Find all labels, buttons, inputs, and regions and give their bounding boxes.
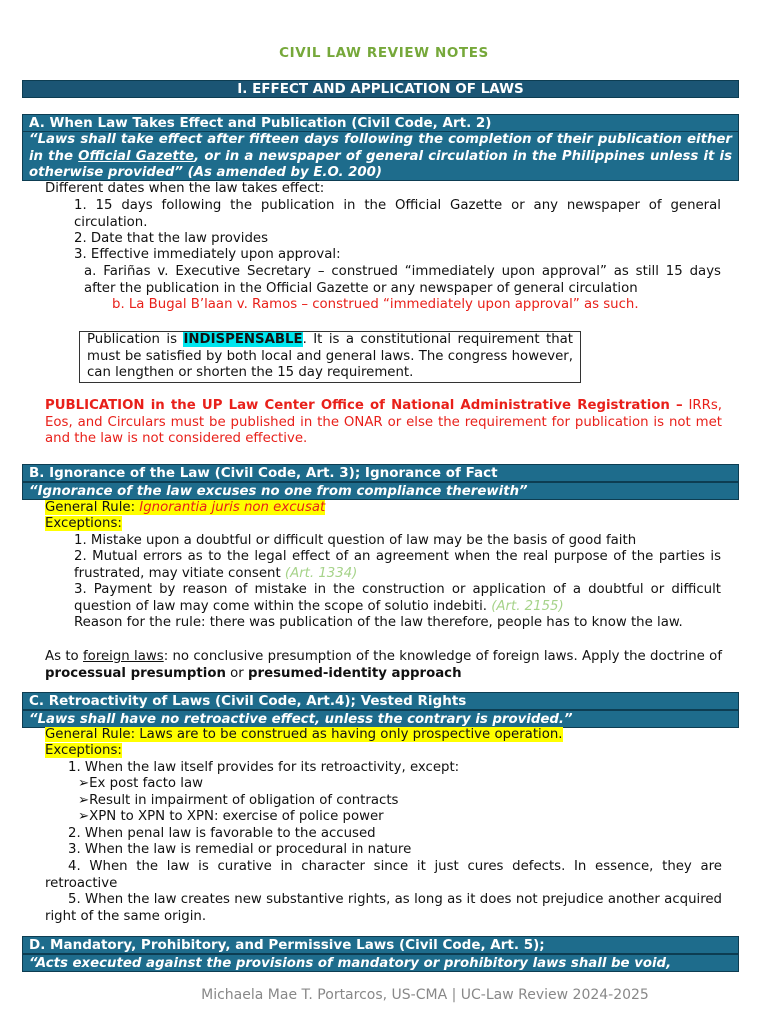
- quote-b: “Ignorance of the law excuses no one from compliance therewith”: [22, 482, 739, 500]
- list-item-1: 1. 15 days following the publication in the Official Gazette or any newspaper of general circulation.: [74, 198, 721, 230]
- general-rule-b: General Rule: Ignorantia juris non excusat: [45, 500, 326, 515]
- exception-3: 3. Payment by reason of mistake in the construction or application of a doubtful or difficult question of law may come within the scope of solutio indebiti. (Art. 2155): [74, 582, 721, 614]
- document-title: CIVIL LAW REVIEW NOTES: [279, 45, 489, 61]
- section-heading: I. EFFECT AND APPLICATION OF LAWS: [22, 80, 739, 98]
- exception-1: 1. Mistake upon a doubtful or difficult question of law may be the basis of good faith: [74, 533, 637, 548]
- exception-2: 2. Mutual errors as to the legal effect of an agreement when the real purpose of the parties is frustrated, may vitiate consent (Art. 1334): [74, 549, 721, 581]
- bullet-ex-post-facto: ➢Ex post facto law: [78, 776, 204, 791]
- footer: Michaela Mae T. Portarcos, US-CMA | UC-Law Review 2024-2025: [201, 987, 649, 1003]
- heading-c: C. Retroactivity of Laws (Civil Code, Art.4); Vested Rights: [22, 692, 739, 710]
- onar-paragraph: PUBLICATION in the UP Law Center Office of National Administrative Registration – IRRs, Eos, and Circulars must be published in the ONAR or else the requirement for publication is not met and the law is not considered effective.: [45, 398, 723, 446]
- reason-for-rule: Reason for the rule: there was publication of the law therefore, people has to know the law.: [74, 615, 683, 630]
- list-item-3: 3. Effective immediately upon approval:: [74, 247, 341, 262]
- exception-c-1: 1. When the law itself provides for its retroactivity, except:: [68, 760, 460, 775]
- exceptions-label-c: Exceptions:: [45, 743, 122, 758]
- heading-d: D. Mandatory, Prohibitory, and Permissive Laws (Civil Code, Art. 5);: [22, 936, 739, 954]
- sub-item-b: b. La Bugal B’laan v. Ramos – construed “immediately upon approval” as such.: [112, 297, 639, 312]
- quote-a: “Laws shall take effect after fifteen days following the completion of their publication either in the Official Gazette, or in a newspaper of general circulation in the Philippines unless it is otherwise provided” (As amended by E.O. 200): [22, 131, 739, 181]
- bullet-impairment: ➢Result in impairment of obligation of contracts: [78, 793, 399, 808]
- list-item-2: 2. Date that the law provides: [74, 231, 269, 246]
- heading-b: B. Ignorance of the Law (Civil Code, Art. 3); Ignorance of Fact: [22, 464, 739, 482]
- publication-note-box: Publication is INDISPENSABLE. It is a constitutional requirement that must be satisfied by both local and general laws. The congress however, can lengthen or shorten the 15 day requirement.: [79, 331, 581, 383]
- foreign-laws-paragraph: As to foreign laws: no conclusive presumption of the knowledge of foreign laws. Apply the doctrine of processual presumption or presumed-identity approach: [45, 649, 722, 681]
- bullet-police-power: ➢XPN to XPN to XPN: exercise of police power: [78, 809, 384, 824]
- exceptions-label-b: Exceptions:: [45, 516, 122, 531]
- heading-a: A. When Law Takes Effect and Publication (Civil Code, Art. 2): [22, 114, 739, 132]
- quote-d: “Acts executed against the provisions of mandatory or prohibitory laws shall be void,: [22, 954, 739, 972]
- exception-c-2: 2. When penal law is favorable to the accused: [68, 826, 376, 841]
- exception-c-3: 3. When the law is remedial or procedural in nature: [68, 842, 412, 857]
- general-rule-c: General Rule: Laws are to be construed as having only prospective operation.: [45, 727, 563, 742]
- sub-item-a: a. Fariñas v. Executive Secretary – construed “immediately upon approval” as still 15 days after the publication in the Official Gazette or any newspaper of general circulation: [84, 264, 721, 296]
- exception-c-5: 5. When the law creates new substantive rights, as long as it does not prejudice another acquired right of the same origin.: [45, 892, 722, 924]
- intro-a: Different dates when the law takes effect:: [45, 181, 325, 196]
- exception-c-4: 4. When the law is curative in character since it just cures defects. In essence, they are retroactive: [45, 859, 722, 891]
- quote-c: “Laws shall have no retroactive effect, unless the contrary is provided.”: [22, 710, 739, 728]
